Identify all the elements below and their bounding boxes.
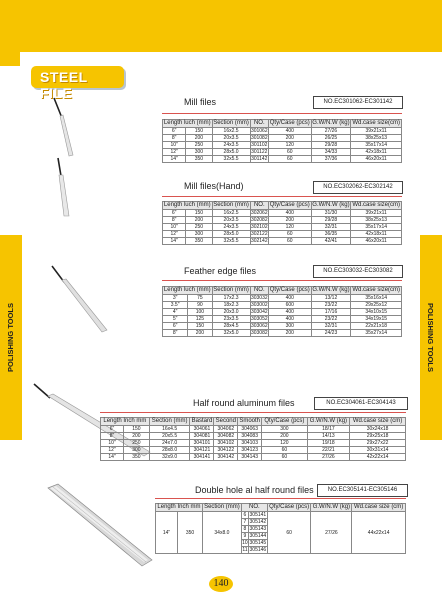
table-cell: 27/26	[307, 454, 349, 461]
header-cell: G.W/N.W (kg)	[312, 120, 350, 126]
table-cell: 26/25	[311, 135, 351, 142]
table-cell: 60	[267, 512, 311, 554]
header-cell: Bastard	[191, 418, 213, 424]
table-cell: 42x22x14	[350, 454, 406, 461]
header-cell: Wd.case size(cm)	[352, 287, 401, 293]
table-cell: 12"	[163, 149, 186, 156]
table-cell: 302142	[250, 238, 268, 244]
table-cell: 9	[241, 533, 248, 540]
table-cell: 4"	[163, 309, 188, 316]
table-cell: 60	[268, 149, 311, 156]
spec-table-double-hole	[155, 503, 406, 554]
table-cell: 200	[268, 330, 311, 337]
table-cell: 28x4.5	[212, 323, 250, 330]
table-cell: 16x4.5	[149, 426, 190, 433]
table-cell: 90	[188, 302, 212, 309]
table-cell: 35x17x14	[351, 224, 402, 231]
table-cell: 29/28	[311, 217, 351, 224]
table-header-row	[156, 504, 406, 512]
table-cell: 34/33	[311, 149, 351, 156]
product-code-mill-files: NO.EC301062-EC301142	[313, 96, 403, 109]
spec-table-feather-edge	[162, 286, 402, 337]
table-cell: 400	[268, 128, 311, 135]
table-cell: 36/35	[311, 231, 351, 238]
header-cell: Wd.case size (cm)	[352, 504, 406, 512]
table-cell: 32x5.5	[212, 156, 250, 163]
table-cell: 200	[186, 135, 212, 142]
table-cell: 304122	[214, 447, 238, 454]
header-cell: Wd.case size(cm)	[352, 202, 401, 208]
table-cell: 60	[262, 447, 307, 454]
table-cell: 44x22x14	[352, 512, 406, 554]
header-cell: Section (mm)	[204, 504, 240, 510]
table-cell: 305142	[249, 519, 267, 525]
table-cell: 6	[241, 512, 248, 519]
table-cell: 60	[268, 231, 311, 238]
table-cell: 17/16	[311, 309, 351, 316]
side-tab-left	[0, 235, 22, 440]
table-cell: 305145	[249, 540, 267, 546]
table-cell: 301062	[250, 128, 268, 134]
table-cell: 150	[188, 323, 212, 330]
header-cell: G.W/N.W (kg)	[312, 202, 350, 208]
product-code-double-hole: NO.EC305141-EC305146	[317, 484, 408, 497]
table-cell: 23/22	[311, 302, 351, 309]
table-cell: 150	[186, 128, 212, 135]
table-cell: 304143	[238, 454, 262, 461]
table-cell: 8"	[163, 217, 186, 224]
table-cell: 120	[262, 440, 307, 447]
table-cell: 400	[268, 309, 311, 316]
table-cell: 27/26	[311, 128, 351, 135]
table-cell: 304081	[190, 433, 214, 440]
table-cell: 8"	[163, 330, 188, 337]
header-cell: Length luch (mm)	[163, 120, 211, 126]
header-band	[0, 0, 442, 52]
table-cell: 303032	[250, 295, 268, 301]
table-row	[163, 210, 402, 217]
table-cell: 350	[186, 156, 212, 163]
table-cell: 30x24x18	[350, 426, 406, 433]
table-row	[163, 302, 402, 309]
table-cell: 22x21x18	[351, 323, 402, 330]
section-heading	[31, 66, 124, 101]
table-cell: 200	[124, 433, 150, 440]
table-row	[163, 224, 402, 231]
table-cell: 60	[268, 156, 311, 163]
table-cell: 37/36	[311, 156, 351, 163]
table-row	[101, 454, 406, 461]
table-cell: 302122	[250, 231, 268, 237]
table-cell: 23x3.5	[212, 316, 250, 323]
side-label-right: POLISHING TOOLS	[426, 302, 436, 373]
table-cell: 302062	[250, 210, 268, 216]
table-header-row	[163, 120, 402, 128]
table-cell: 14"	[163, 238, 186, 245]
table-cell: 38x25x13	[351, 217, 402, 224]
header-cell: Length luch (mm)	[163, 202, 211, 208]
table-cell: 150	[186, 210, 212, 217]
table-cell: 42x18x11	[351, 231, 402, 238]
product-title-double-hole: Double hole al half round files	[195, 485, 314, 495]
header-cell: Qty/Case (pcs)	[269, 120, 310, 126]
table-cell: 350	[178, 512, 203, 554]
feather-edge-file-image	[50, 262, 110, 334]
table-cell: 304082	[214, 433, 238, 440]
table-cell: 400	[268, 316, 311, 323]
divider-line	[162, 196, 402, 197]
spec-table-mill-files	[162, 119, 402, 163]
header-tab	[0, 52, 20, 66]
table-cell: 12"	[163, 231, 186, 238]
table-row	[163, 156, 402, 163]
header-cell: Qty/Case (pcs)	[262, 418, 307, 426]
table-cell: 16x2.5	[212, 128, 250, 135]
divider-line	[100, 412, 406, 413]
table-cell: 400	[268, 210, 311, 217]
header-cell: G.W/N.W (kg)	[312, 504, 351, 510]
table-cell: 3"	[163, 295, 188, 302]
spec-table-mill-files-hand	[162, 201, 402, 245]
table-cell: 100	[188, 309, 212, 316]
table-cell: 400	[268, 295, 311, 302]
table-cell: 31/30	[311, 210, 351, 217]
table-cell: 304121	[190, 447, 214, 454]
double-hole-file-image	[44, 482, 156, 568]
table-cell: 350	[124, 454, 150, 461]
table-cell: 10"	[101, 440, 124, 447]
table-cell: 24/23	[311, 330, 351, 337]
table-cell: 24x3.5	[212, 142, 250, 149]
table-cell: 60	[268, 238, 311, 245]
product-title-feather-edge: Feather edge files	[184, 266, 257, 276]
mill-file-image	[46, 96, 76, 158]
table-cell: 303002	[250, 302, 268, 308]
table-cell: 302102	[250, 224, 268, 230]
header-cell: Second	[215, 418, 236, 424]
table-cell: 300	[268, 323, 311, 330]
divider-line	[155, 498, 406, 499]
table-cell: 300	[186, 231, 212, 238]
table-row	[101, 447, 406, 454]
section-heading-text: STEEL FILE	[40, 69, 88, 101]
table-cell: 350	[186, 238, 212, 245]
header-cell: Length Inch mm	[101, 418, 150, 426]
header-cell: Wd.case size(cm)	[352, 120, 401, 126]
table-cell: 300	[186, 149, 212, 156]
table-cell: 34x19x15	[351, 316, 402, 323]
table-row	[163, 295, 402, 302]
mill-file-hand-image	[48, 156, 78, 218]
header-cell: Qty/Case (pcs)	[269, 287, 310, 293]
table-cell: 304103	[238, 440, 262, 447]
table-cell: 250	[186, 224, 212, 231]
table-cell: 3.5"	[163, 302, 188, 309]
table-cell: 304142	[214, 454, 238, 461]
table-cell: 11	[242, 547, 248, 553]
table-cell: 32x5.5	[212, 238, 250, 245]
table-cell: 8"	[163, 135, 186, 142]
table-cell: 46x20x11	[351, 156, 402, 163]
table-row	[163, 142, 402, 149]
table-cell: 305143	[249, 526, 267, 532]
table-cell: 32x5.0	[212, 330, 250, 337]
table-cell: 303052	[250, 316, 268, 322]
table-cell: 600	[268, 302, 311, 309]
header-cell: Qty/Case (pcs)	[269, 202, 310, 208]
table-cell: 34x8.0	[202, 512, 241, 554]
divider-line	[162, 280, 402, 281]
table-header-row	[101, 418, 406, 426]
table-cell: 304141	[190, 454, 214, 461]
table-row	[163, 149, 402, 156]
header-cell: G.W/N.W (kg)	[307, 418, 349, 426]
table-cell: 14"	[163, 156, 186, 163]
table-cell: 301102	[251, 142, 268, 148]
table-header-row	[163, 287, 402, 295]
product-title-half-round-aluminum: Half round aluminum files	[193, 398, 295, 408]
table-cell: 39x21x11	[351, 128, 402, 135]
table-cell: 7	[241, 519, 248, 526]
table-row	[163, 128, 402, 135]
table-cell: 27/26	[311, 512, 352, 554]
table-cell: 303082	[250, 330, 268, 336]
table-cell: 6"	[163, 210, 186, 217]
product-code-feather-edge: NO.EC303032-EC303082	[313, 265, 403, 278]
table-cell: 300	[124, 447, 150, 454]
table-cell: 42x18x11	[351, 149, 402, 156]
header-cell: NO.	[250, 287, 268, 295]
table-cell: 304062	[214, 426, 238, 433]
side-tab-right	[420, 235, 442, 440]
table-cell: 303062	[250, 323, 268, 329]
product-code-mill-files-hand: NO.EC302062-EC302142	[313, 181, 403, 194]
table-cell: 8	[241, 526, 248, 533]
table-cell: 5"	[163, 316, 188, 323]
spec-table-half-round-aluminum	[100, 417, 406, 461]
table-cell: 24x7.0	[149, 440, 190, 447]
table-cell: 20x5.5	[149, 433, 190, 440]
table-row	[101, 433, 406, 440]
table-cell: 14"	[156, 512, 178, 554]
table-cell: 304061	[190, 426, 214, 433]
table-cell: 23/22	[311, 316, 351, 323]
page-number: 140	[209, 576, 233, 592]
table-cell: 28x8.0	[149, 447, 190, 454]
table-cell: 20x3.0	[212, 309, 250, 316]
table-cell: 29/28	[311, 142, 351, 149]
table-cell: 20x3.5	[212, 135, 250, 142]
table-cell: 305146	[249, 547, 267, 553]
table-cell: 6"	[101, 426, 124, 433]
table-cell: 10	[242, 540, 248, 546]
table-row	[163, 231, 402, 238]
table-cell: 304102	[214, 440, 238, 447]
header-cell: Length Inch mm	[157, 504, 201, 510]
table-cell: 14"	[101, 454, 124, 461]
table-cell: 13/12	[311, 295, 351, 302]
table-cell: 28x5.0	[212, 231, 250, 238]
table-row	[163, 135, 402, 142]
table-cell: 250	[124, 440, 150, 447]
table-cell: 16x2.5	[212, 210, 250, 217]
table-cell: 75	[188, 295, 212, 302]
table-cell: 125	[188, 316, 212, 323]
table-cell: 32/31	[311, 323, 351, 330]
header-cell: Section (mm)	[213, 202, 249, 208]
table-cell: 200	[188, 330, 212, 337]
table-cell: 305144	[249, 533, 267, 539]
table-cell: 200	[268, 135, 311, 142]
table-cell: 20x3.5	[212, 217, 250, 224]
product-code-half-round-aluminum: NO.EC304061-EC304143	[314, 397, 408, 410]
table-cell: 300	[262, 426, 307, 433]
table-cell: 301122	[251, 149, 268, 155]
header-cell: Qty/Case (pcs)	[269, 504, 310, 510]
table-cell: 38x25x13	[351, 135, 402, 142]
table-cell: 10"	[163, 224, 186, 231]
table-cell: 200	[186, 217, 212, 224]
header-cell: NO.	[250, 202, 268, 210]
table-cell: 304083	[238, 433, 262, 440]
table-cell: 150	[124, 426, 150, 433]
table-cell: 301142	[251, 156, 268, 162]
table-cell: 17x2.3	[212, 295, 250, 302]
table-cell: 29x25x18	[350, 433, 406, 440]
header-cell: Length luch (mm)	[163, 287, 211, 293]
table-row	[163, 309, 402, 316]
table-cell: 60	[262, 454, 307, 461]
table-cell: 10"	[163, 142, 186, 149]
table-row	[163, 323, 402, 330]
table-cell: 250	[186, 142, 212, 149]
table-cell: 303042	[250, 309, 268, 315]
table-row	[101, 440, 406, 447]
table-cell: 14/13	[307, 433, 349, 440]
header-cell: Smooth	[239, 418, 260, 424]
table-cell: 8"	[101, 433, 124, 440]
table-cell: 302082	[250, 217, 268, 223]
table-cell: 46x20x11	[351, 238, 402, 245]
header-cell: Section (mm)	[149, 418, 190, 426]
table-cell: 35x17x14	[351, 142, 402, 149]
table-cell: 301082	[250, 135, 268, 141]
header-cell: G.W/N.W (kg)	[312, 287, 350, 293]
table-cell: 6"	[163, 323, 188, 330]
product-title-mill-files-hand: Mill files(Hand)	[184, 181, 244, 191]
table-cell: 304123	[238, 447, 262, 454]
table-row	[163, 316, 402, 323]
table-row	[163, 217, 402, 224]
table-cell: 30x31x14	[350, 447, 406, 454]
table-cell: 32/31	[311, 224, 351, 231]
side-label-left: POLISHING TOOLS	[6, 302, 16, 373]
header-cell: Section (mm)	[213, 120, 249, 126]
table-cell: 28x5.0	[212, 149, 250, 156]
table-cell: 305141	[249, 512, 267, 518]
table-cell: 32x9.0	[149, 454, 190, 461]
table-row	[163, 330, 402, 337]
table-cell: 200	[262, 433, 307, 440]
table-cell: 22/21	[307, 447, 349, 454]
header-cell: Section (mm)	[213, 287, 249, 293]
divider-line	[162, 113, 402, 114]
table-cell: 35x16x14	[351, 295, 402, 302]
table-cell: 6"	[163, 128, 186, 135]
table-cell: 29x27x22	[350, 440, 406, 447]
table-cell: 29x25x12	[351, 302, 402, 309]
table-cell: 304063	[238, 426, 262, 433]
table-cell: 200	[268, 217, 311, 224]
table-cell: 18/17	[307, 426, 349, 433]
table-cell: 12"	[101, 447, 124, 454]
table-cell: 24x3.5	[212, 224, 250, 231]
table-cell: 39x21x11	[351, 210, 402, 217]
table-cell: 19/18	[307, 440, 349, 447]
table-cell: 304101	[190, 440, 214, 447]
header-cell: NO.	[241, 504, 267, 512]
table-cell: 120	[268, 142, 311, 149]
header-cell: Wd.case size (cm)	[350, 418, 406, 426]
table-row	[156, 512, 406, 519]
table-cell: 120	[268, 224, 311, 231]
table-row	[101, 426, 406, 433]
table-cell: 34x10x15	[351, 309, 402, 316]
table-row	[163, 238, 402, 245]
table-cell: 35x27x14	[351, 330, 402, 337]
product-title-mill-files: Mill files	[184, 97, 217, 107]
header-cell: NO.	[250, 120, 268, 128]
table-cell: 42/41	[311, 238, 351, 245]
table-cell: 18x2.3	[212, 302, 250, 309]
table-header-row	[163, 202, 402, 210]
